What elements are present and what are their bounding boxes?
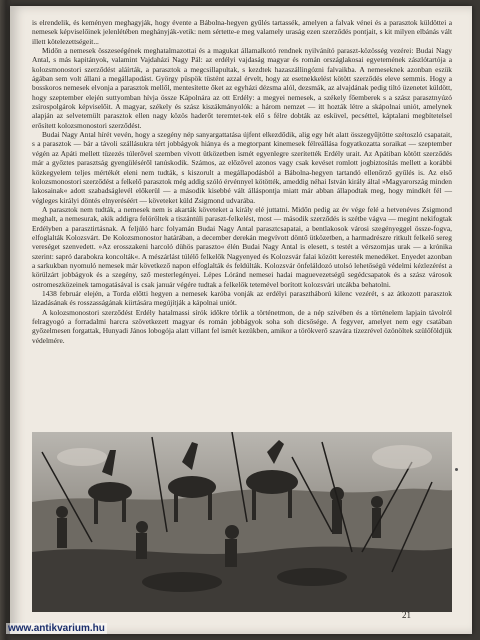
- paragraph-1: is elrendelik, és keményen meghagyják, hogy évente a Bábolna-hegyen gyűlés tartassék, amelyen a falvak vénei és a parasztok küldöttei a nemesek képviselőinek jelenlétében meghányják-vetik: nem sértette-e meg valamely uraság ezen szerződés pontjait, s kit milyen elbánás vált illett kötelezettségeit...: [32, 18, 452, 46]
- battle-illustration: [32, 432, 452, 612]
- book-page: [10, 6, 472, 634]
- battle-scene-drawing: [32, 432, 452, 612]
- paragraph-2: Midőn a nemesek összeseégének meghatalmazottai és a magukat államalkotó rendnek nyilvánító paraszt-közösség vezérei: Budai Nagy Antal, s más kapitányok, valamint Vajdaházi Nagy Pál: az erdélyi vajdaság magyar és román országlakosai egyetemének zászlótartója a kolozsmonostori szerződést aláírták, a parasztok a megcsillapultak, s kezdtek hazaszállingózni falvaikba. A nemeseknek azonban eszük ágában sem volt állani a megállapodást. György püspök tüstént azzal érvelt, hogy az esetnekkelést kötött szerződés eleve semmis. Hogy a bosskoros nemesek elvonja a parasztok mellől, mentesítette őket az egyházi dézsma alól, dezsmák, az alvajdának pedig tiltó üzenetet küldött, hogy szeptember elején suttyomban hívja össze Kápolnára az ott Erdély: a megyei nemesek, a székely főemberek s a szász parasztnyúzó zsírospolgárok képviselőit. A magyar, székely és szász kiszákmányolók: a három nemzet — itt hozták létre a skápolnai uniót, amelynek alapján az selvetemült parasztok ellen nagy közös haderőt teremtet-tek elő s félre dobták az esküvel, pecséttel, káptalani megbítetelsel erősített kolozsmonostori szerződést.: [32, 46, 452, 130]
- watermark: www.antikvarium.hu: [8, 623, 105, 634]
- paragraph-6: A kolozsmonostori szerződést Erdély hatalmassi sírók időkre törlik a történetmon, de a nép szívében és a történelem lapjain távolról felragyogó a forradalmi harcra szövetkezett magyar és román jobbágyok soha soh dicsősége. A fegyver, amelyet nem egy csatában győzelmesen forgattak, Hunyadi János lobogója alatt villant fel ismét kezükben, amikor a törökverő szavára tízezrével özönöltek szülőföldjük védelmére.: [32, 307, 452, 345]
- margin-mark: [455, 468, 458, 471]
- page-number: 21: [402, 610, 411, 620]
- paragraph-3: Budai Nagy Antal hírét vevén, hogy a szegény nép sanyargattatása újfent elkezdődik, alig egy hét alatt összegyűjtötte szétoszló csapatait, s a parasztok — bár a távoli szállásukra tért jobbágyok hiánya és a megtorpant kinemesek félreállása fogyatkozatta soraikat — szeptember végén az Apáti mellett tüzezés túlerővel szemben vívott ütközetben ismét egyenlegre szerítették Erdély urait. Az Apátiban kötött szerződés már a győztes parasztság gyengüléséről tanúskodik. Számos, az előzővel azonos vagy csak kevéset romlott jogbiztosítás mellett a korábbi közkegyelem teljes mértékét eleni nem tudták, s kiszorult a megállapodásból a Bábolna-hegyen tartandó ellenőrző gyűlés is. Az első kolozsmonostori szerződést a felkelő parasztok még addig szóló érvénnyel kötötték, ameddig néhai István király által »Magyarország minden lakosainak« adott szabadságlevél előkerül — a második kisebbé vált álláspontja miatt már abban állapodtak meg, hogy mindkét fél — végleges királyi döntés elnyeréséért — követeket küld Zsigmond udvarába.: [32, 130, 452, 205]
- body-text: [32, 18, 452, 345]
- paragraph-4: A parasztok nem tudták, a nemesek nem is akarták követeket a király elé juttatni. Midőn pedig az év vége felé a hetvenéves Zsigmond meghalt, a nemesurak, akik addigra felöröltek a tiszántúli paraszt-felkelést, most — második szerződés is szétbe vágva — megint nekifogtak Erdélyben a parasztirtásnak. A feljúló harc folyamán Budai Nagy Antal parasztcsapatai, a bentlakosok városi szegényeggel össze-fogva, elfoglalták Kolozsvárt. De Kolozsmonostor határában, a december derekán megvívott döntő ütközetben, a harmadrészre ritkult felkelő sereg vereséget szenvedett. »Az erosszakeni harcoló dühös paraszto« élén Budai Nagy Antal is elesett, s testét a vérszomjas urak — a krónika szerint: sapró darabokra koncolták«. A mészárlást túlélő felkelők Nagyenyed és Kolozsvár falai között keresték menedéket. Enyedet azonban a sarkukban nyomuló nemesek már következő napon elfoglalták és feldúlták. Kolozsvár önfeláldozó utolsó lehetőségü védelmi kézlezérést a körülzárt jobbágyok és a szegény, sző mesterlegényei. Lépes Lóránd nemesei hadai maguevezetségű segédcsapatok és a szász városok ostromeszközeinek tamogatásával is csak január végére tudtak a felkelők tetemével borított kolozsvári utcákba behatolni.: [32, 204, 452, 289]
- paragraph-5: 1438 február elején, a Torda előtti hegyen a nemesek karóba vonják az erdélyi parasztháború kilenc vezérét, s az átkozott parasztok lázadásának és rosszasságának kiirtására megújítják a kápolnai uniót.: [32, 288, 452, 308]
